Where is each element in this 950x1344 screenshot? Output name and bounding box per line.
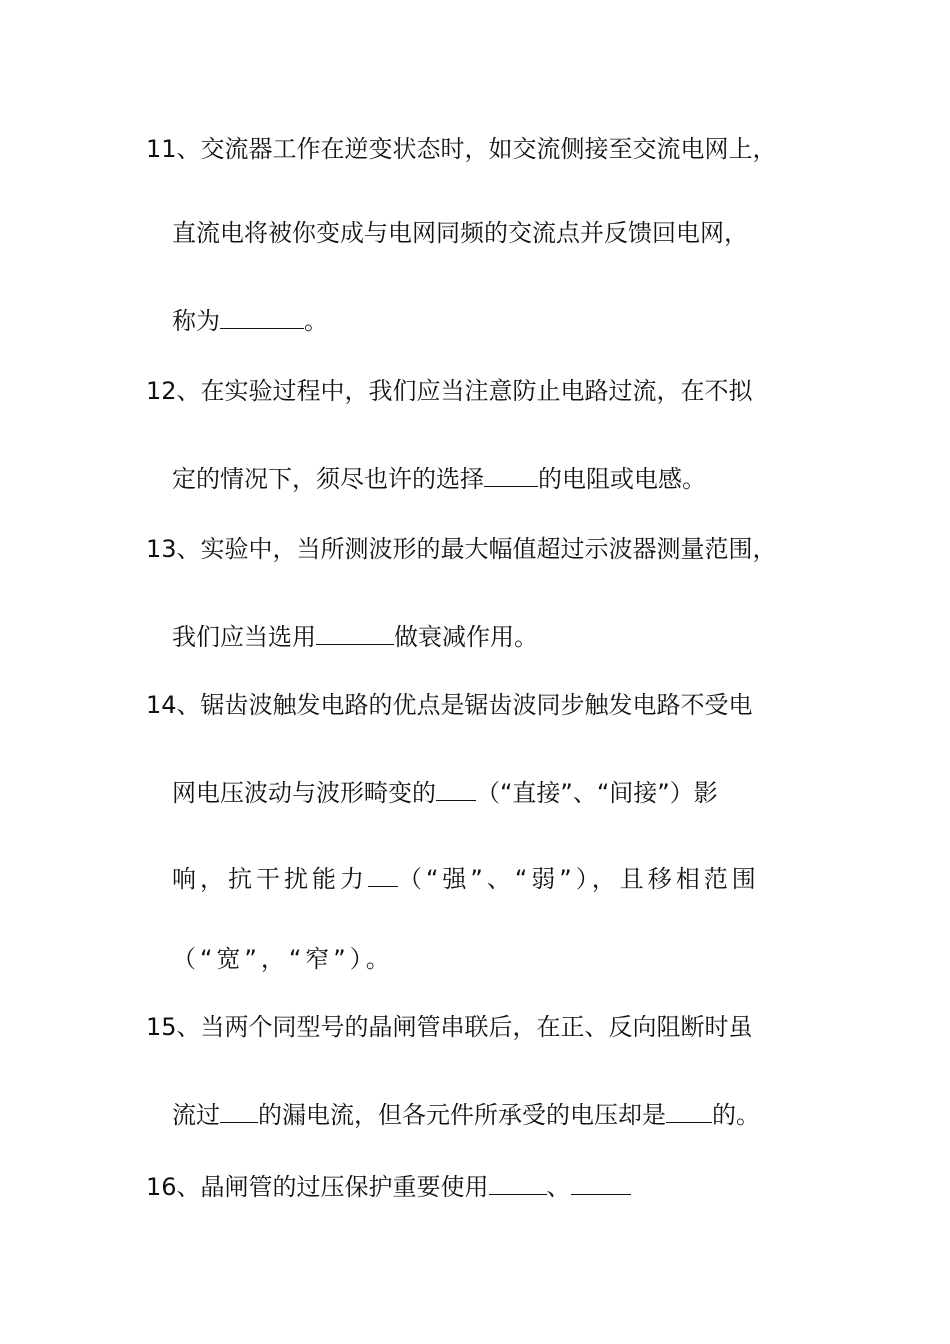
- question-13-line-1: [146, 534, 777, 564]
- question-11-line-2: [172, 218, 748, 248]
- question-text: 15、当两个同型号的晶闸管串联后，在正、反向阻断时虽: [146, 1013, 753, 1041]
- question-14-line-3: [172, 860, 760, 894]
- question-text: 流过: [172, 1101, 220, 1129]
- question-13-line-2: [172, 618, 538, 652]
- question-text: 响，抗干扰能力: [172, 865, 368, 893]
- question-text: 、: [546, 1173, 571, 1201]
- answer-blank[interactable]: [436, 774, 476, 801]
- question-15-line-2: [172, 1096, 760, 1130]
- question-text: 11、交流器工作在逆变状态时，如交流侧接至交流电网上，: [146, 135, 777, 163]
- question-text: 直流电将被你变成与电网同频的交流点并反馈回电网，: [172, 219, 748, 247]
- question-text: 12、在实验过程中，我们应当注意防止电路过流，在不拟: [146, 377, 753, 405]
- question-text: 称为: [172, 307, 220, 335]
- answer-blank[interactable]: [666, 1096, 712, 1123]
- question-text: 网电压波动与波形畸变的: [172, 779, 436, 807]
- question-11-line-1: [146, 134, 777, 164]
- question-text: 。: [304, 307, 328, 335]
- question-14-line-2: [172, 774, 718, 808]
- question-text: 16、晶闸管的过压保护重要使用: [146, 1173, 489, 1201]
- question-text: （“宽”，“窄”）。: [172, 945, 394, 973]
- answer-blank[interactable]: [220, 1096, 258, 1123]
- answer-blank[interactable]: [571, 1168, 631, 1195]
- answer-blank[interactable]: [368, 860, 398, 887]
- question-14-line-1: [146, 690, 753, 720]
- question-14-line-4: [172, 944, 394, 974]
- answer-blank[interactable]: [489, 1168, 547, 1195]
- answer-blank[interactable]: [484, 460, 538, 487]
- question-text: 的电阻或电感。: [538, 465, 706, 493]
- question-12-line-2: [172, 460, 706, 494]
- question-12-line-1: [146, 376, 753, 406]
- question-15-line-1: [146, 1012, 753, 1042]
- question-text: 14、锯齿波触发电路的优点是锯齿波同步触发电路不受电: [146, 691, 753, 719]
- question-16-line-1: [146, 1168, 631, 1202]
- answer-blank[interactable]: [316, 618, 394, 645]
- question-11-line-3: [172, 302, 328, 336]
- question-text: 的漏电流，但各元件所承受的电压却是: [258, 1101, 666, 1129]
- answer-blank[interactable]: [220, 302, 304, 329]
- question-text: （“强”、“弱”），且移相范围: [398, 865, 760, 893]
- question-text: 定的情况下，须尽也许的选择: [172, 465, 484, 493]
- question-text: 做衰减作用。: [394, 623, 538, 651]
- question-text: （“直接”、“间接”）影: [476, 779, 718, 807]
- question-text: 13、实验中，当所测波形的最大幅值超过示波器测量范围，: [146, 535, 777, 563]
- question-text: 我们应当选用: [172, 623, 316, 651]
- question-text: 的。: [712, 1101, 760, 1129]
